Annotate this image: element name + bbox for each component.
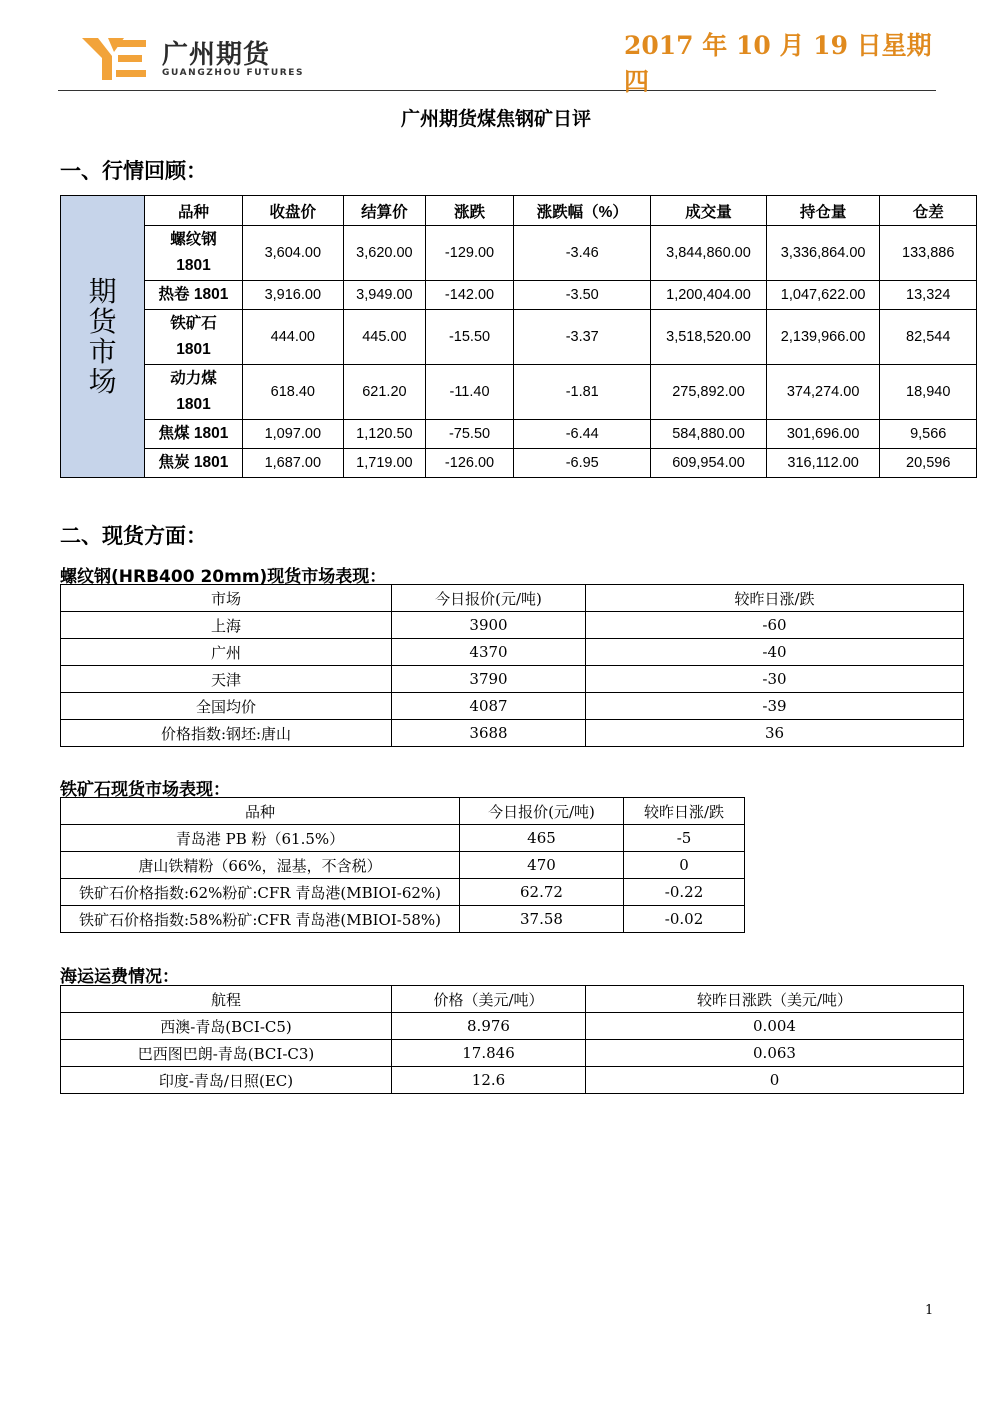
freight-row [61,1013,964,1040]
freight-cell: 12.6 [392,1067,586,1094]
rebar-cell: 广州 [61,639,392,666]
futures-cell: 3,916.00 [242,281,343,310]
rebar-cell: 4087 [392,693,586,720]
futures-cell: 1,687.00 [242,449,343,478]
iron-ore-cell: 青岛港 PB 粉（61.5%） [61,825,460,852]
futures-cell: 3,604.00 [242,226,343,281]
rebar-column-header: 较昨日涨/跌 [586,585,964,612]
rebar-cell: -40 [586,639,964,666]
futures-cell: 444.00 [242,310,343,365]
futures-cell: 609,954.00 [651,449,767,478]
freight-row [61,1040,964,1067]
section-market-review-heading: 一、行情回顾： [60,159,207,183]
freight-cell: 0.004 [586,1013,964,1040]
futures-cell: 3,844,860.00 [651,226,767,281]
futures-cell: 3,620.00 [344,226,426,281]
logo-subtext: GUANGZHOU FUTURES [162,68,305,78]
futures-row [61,310,977,365]
iron-ore-column-header: 今日报价(元/吨) [460,798,624,825]
futures-cell: 1,719.00 [344,449,426,478]
freight-cell: 17.846 [392,1040,586,1067]
futures-cell: 1,097.00 [242,420,343,449]
futures-cell: 1,120.50 [344,420,426,449]
futures-cell: 20,596 [880,449,977,478]
futures-cell: -126.00 [425,449,514,478]
freight-header-row [61,986,964,1013]
rebar-cell: -30 [586,666,964,693]
rebar-cell: 天津 [61,666,392,693]
freight-row [61,1067,964,1094]
futures-cell: 275,892.00 [651,365,767,420]
iron-ore-spot-table [60,797,745,933]
futures-cell: -3.46 [514,226,651,281]
iron-ore-column-header: 品种 [61,798,460,825]
futures-contract-name [145,365,242,420]
side-label-char: 期 [88,274,117,308]
iron-ore-cell: -0.02 [624,906,745,933]
freight-cell: 巴西图巴朗-青岛(BCI-C3) [61,1040,392,1067]
futures-cell: 618.40 [242,365,343,420]
contract-name-part: 1801 [176,396,211,413]
side-label-char: 市 [88,334,117,368]
futures-cell: -15.50 [425,310,514,365]
iron-ore-cell: -5 [624,825,745,852]
futures-column-header: 仓差 [880,196,977,226]
futures-cell: 2,139,966.00 [766,310,880,365]
futures-cell: 133,886 [880,226,977,281]
iron-ore-cell: 470 [460,852,624,879]
futures-cell: 1,200,404.00 [651,281,767,310]
futures-cell: -3.37 [514,310,651,365]
futures-cell: 445.00 [344,310,426,365]
futures-cell: 18,940 [880,365,977,420]
freight-cell: 西澳-青岛(BCI-C5) [61,1013,392,1040]
futures-cell: 584,880.00 [651,420,767,449]
futures-cell: 621.20 [344,365,426,420]
futures-contract-name [145,449,242,478]
futures-row [61,281,977,310]
rebar-cell: 3790 [392,666,586,693]
iron-ore-cell: 唐山铁精粉（66%，湿基，不含税） [61,852,460,879]
rebar-cell: 价格指数:钢坯:唐山 [61,720,392,747]
iron-ore-row [61,852,745,879]
rebar-cell: -60 [586,612,964,639]
rebar-spot-title: 螺纹钢(HRB400 20mm)现货市场表现： [60,567,387,587]
freight-title: 海运运费情况： [60,967,179,987]
futures-cell: 301,696.00 [766,420,880,449]
iron-ore-header-row [61,798,745,825]
iron-ore-spot-title: 铁矿石现货市场表现： [60,780,230,800]
logo-text: 广州期货 [162,40,271,70]
freight-table [60,985,964,1094]
futures-cell: 3,949.00 [344,281,426,310]
futures-column-header: 成交量 [651,196,767,226]
rebar-cell: 36 [586,720,964,747]
rebar-cell: 4370 [392,639,586,666]
document-title: 广州期货煤焦钢矿日评 [400,108,591,130]
futures-cell: 3,518,520.00 [651,310,767,365]
futures-column-header: 涨跌 [425,196,514,226]
futures-column-header: 收盘价 [242,196,343,226]
futures-contract-name [145,226,242,281]
freight-column-header: 价格（美元/吨） [392,986,586,1013]
section-spot-heading: 二、现货方面： [60,524,207,548]
contract-name-part: 铁矿石 [170,315,217,332]
page-number: 1 [925,1303,934,1318]
contract-name-part: 焦煤 1801 [158,425,229,442]
futures-cell: 13,324 [880,281,977,310]
futures-contract-name [145,281,242,310]
rebar-row [61,612,964,639]
contract-name-part: 动力煤 [170,370,217,387]
contract-name-part: 热卷 1801 [158,286,229,303]
rebar-row [61,639,964,666]
futures-market-table [60,195,977,478]
futures-column-header: 涨跌幅（%） [514,196,651,226]
futures-cell: -142.00 [425,281,514,310]
futures-row [61,420,977,449]
page-header [58,20,936,96]
rebar-cell: 3900 [392,612,586,639]
contract-name-part: 螺纹钢 [170,231,217,248]
report-date: 2017 年 10 月 19 日星期四 [624,31,932,96]
rebar-row [61,720,964,747]
futures-cell: 82,544 [880,310,977,365]
futures-column-header: 持仓量 [766,196,880,226]
futures-column-header: 品种 [145,196,242,226]
iron-ore-row [61,906,745,933]
futures-cell: 1,047,622.00 [766,281,880,310]
futures-cell: -3.50 [514,281,651,310]
rebar-cell: 全国均价 [61,693,392,720]
contract-name-part: 1801 [176,341,211,358]
futures-row [61,226,977,281]
side-label-char: 场 [88,364,117,398]
futures-cell: -75.50 [425,420,514,449]
futures-contract-name [145,420,242,449]
iron-ore-cell: -0.22 [624,879,745,906]
iron-ore-row [61,879,745,906]
contract-name-part: 1801 [176,257,211,274]
freight-cell: 0 [586,1067,964,1094]
freight-cell: 8.976 [392,1013,586,1040]
iron-ore-cell: 62.72 [460,879,624,906]
futures-cell: -11.40 [425,365,514,420]
futures-cell: 9,566 [880,420,977,449]
iron-ore-cell: 37.58 [460,906,624,933]
futures-row [61,365,977,420]
futures-cell: -6.44 [514,420,651,449]
futures-column-header: 结算价 [344,196,426,226]
futures-cell: -6.95 [514,449,651,478]
rebar-column-header: 市场 [61,585,392,612]
guangzhou-futures-logo-icon [82,38,152,80]
side-label-char: 货 [88,304,117,338]
futures-cell: -1.81 [514,365,651,420]
rebar-cell: -39 [586,693,964,720]
freight-column-header: 航程 [61,986,392,1013]
freight-cell: 0.063 [586,1040,964,1067]
freight-column-header: 较昨日涨跌（美元/吨） [586,986,964,1013]
freight-cell: 印度-青岛/日照(EC) [61,1067,392,1094]
rebar-row [61,666,964,693]
futures-market-side-label [61,196,145,478]
iron-ore-column-header: 较昨日涨/跌 [624,798,745,825]
contract-name-part: 焦炭 1801 [158,454,229,471]
rebar-cell: 3688 [392,720,586,747]
iron-ore-cell: 465 [460,825,624,852]
futures-contract-name [145,310,242,365]
iron-ore-row [61,825,745,852]
rebar-row [61,693,964,720]
rebar-header-row [61,585,964,612]
futures-header-row [61,196,977,226]
iron-ore-cell: 0 [624,852,745,879]
rebar-spot-table [60,584,964,747]
rebar-column-header: 今日报价(元/吨) [392,585,586,612]
rebar-cell: 上海 [61,612,392,639]
futures-row [61,449,977,478]
iron-ore-cell: 铁矿石价格指数:62%粉矿:CFR 青岛港(MBIOI-62%) [61,879,460,906]
futures-cell: 3,336,864.00 [766,226,880,281]
futures-cell: 374,274.00 [766,365,880,420]
futures-cell: -129.00 [425,226,514,281]
iron-ore-cell: 铁矿石价格指数:58%粉矿:CFR 青岛港(MBIOI-58%) [61,906,460,933]
futures-cell: 316,112.00 [766,449,880,478]
